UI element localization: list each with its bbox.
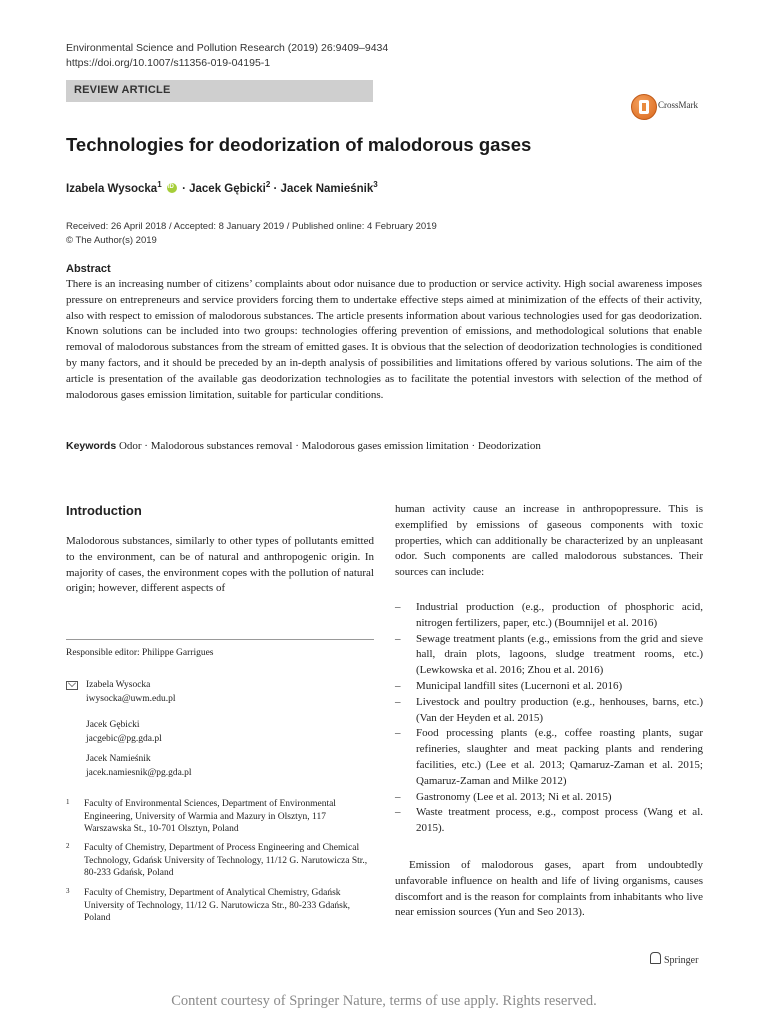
- author-affil-ref: 1: [157, 180, 162, 189]
- list-item: [395, 600, 703, 632]
- orcid-icon[interactable]: [167, 183, 177, 193]
- list-item-text: Gastronomy (Lee et al. 2013; Ni et al. 2015): [416, 790, 612, 803]
- list-item-text: Waste treatment process, e.g., compost process (Wang et al. 2015).: [416, 806, 703, 835]
- springer-horse-icon: [650, 952, 661, 964]
- list-item: [395, 790, 703, 806]
- affiliation-number: 3: [66, 887, 70, 895]
- author-name[interactable]: Izabela Wysocka: [66, 182, 158, 195]
- doi-link[interactable]: https://doi.org/10.1007/s11356-019-04195-1: [66, 57, 271, 69]
- author-affil-ref: 2: [265, 180, 271, 189]
- list-item-text: Sewage treatment plants (e.g., emissions from the grid and sieve hall, drain plots, lagoons, sludge treatment rooms, etc.) (Lewkowska et al. 2016; Zhou et al. 2016): [416, 632, 703, 677]
- list-dash: –: [395, 727, 401, 740]
- article-type-label: REVIEW ARTICLE: [74, 84, 171, 96]
- list-item: [395, 805, 703, 837]
- list-dash: –: [395, 806, 401, 819]
- contact-name: Izabela Wysocka: [86, 680, 151, 690]
- article-title: Technologies for deodorization of malodorous gases: [66, 134, 532, 155]
- contact-entry: [86, 679, 346, 706]
- author-separator: ·: [182, 182, 186, 195]
- contact-name: Jacek Namieśnik: [86, 754, 151, 764]
- introduction-paragraph-2: Emission of malodorous gases, apart from undoubtedly unfavorable influence on health and life of living organisms, causes discomfort and is the reason for complaints from inhabitants who live near emission sources (Yun and Seo 2013).: [395, 859, 703, 919]
- emission-sources-list: [395, 600, 703, 837]
- list-dash: –: [395, 601, 401, 613]
- footnote-divider: [66, 639, 374, 640]
- publisher-name: Springer: [664, 955, 699, 966]
- contact-entry: [86, 719, 346, 746]
- list-item: [395, 695, 703, 727]
- list-item: [395, 679, 703, 695]
- crossmark-label: CrossMark: [658, 100, 698, 110]
- publication-dates: Received: 26 April 2018 / Accepted: 8 January 2019 / Published online: 4 February 2019: [66, 221, 437, 232]
- list-dash: –: [395, 695, 401, 708]
- author-affil-ref: 3: [373, 180, 378, 189]
- list-item: [395, 632, 703, 679]
- author-name[interactable]: Jacek Namieśnik: [280, 182, 374, 195]
- author-separator: ·: [273, 182, 278, 195]
- footer-notice: Content courtesy of Springer Nature, terms of use apply. Rights reserved.: [171, 993, 597, 1009]
- list-item-text: Industrial production (e.g., production of phosphoric acid, nitrogen fertilizers, paper, etc.) (Boumnijel et al. 2016): [416, 601, 703, 629]
- contact-email[interactable]: iwysocka@uwm.edu.pl: [86, 693, 176, 704]
- crossmark-badge[interactable]: [631, 94, 703, 120]
- author-list: [66, 180, 378, 195]
- keywords-label: Keywords: [66, 440, 117, 452]
- affiliation-text: Faculty of Chemistry, Department of Process Engineering and Chemical Technology, Gdańsk University of Technology, 11/12 G. Narutowicza Str., 80-233 Gdańsk, Poland: [84, 843, 368, 878]
- contact-email[interactable]: jacgebic@pg.gda.pl: [86, 733, 162, 744]
- list-item-text: Livestock and poultry production (e.g., henhouses, barns, etc.) (Van der Heyden et al. 2015): [416, 695, 703, 724]
- article-type-banner: [66, 80, 373, 102]
- contact-email[interactable]: jacek.namiesnik@pg.gda.pl: [86, 767, 192, 778]
- keywords-text: Odor · Malodorous substances removal · Malodorous gases emission limitation · Deodorization: [118, 440, 541, 452]
- affiliation-number: 2: [66, 842, 70, 850]
- list-item-text: Municipal landfill sites (Lucernoni et al. 2016): [416, 679, 623, 692]
- list-dash: –: [395, 632, 401, 645]
- affiliation-number: 1: [66, 798, 70, 806]
- keywords-line: [66, 440, 541, 452]
- journal-citation: Environmental Science and Pollution Research (2019) 26:9409–9434: [66, 42, 389, 54]
- list-dash: –: [395, 679, 401, 692]
- publisher-logo: [650, 952, 698, 966]
- responsible-editor: Responsible editor: Philippe Garrigues: [66, 648, 214, 658]
- crossmark-icon: [631, 94, 657, 120]
- contact-name: Jacek Gębicki: [86, 720, 140, 730]
- author-name[interactable]: Jacek Gębicki: [189, 182, 266, 195]
- list-dash: –: [395, 790, 401, 803]
- introduction-heading: Introduction: [66, 503, 142, 518]
- copyright-notice: © The Author(s) 2019: [66, 235, 157, 246]
- affiliation-text: Faculty of Environmental Sciences, Department of Environmental Engineering, University of Warmia and Mazury in Olsztyn, 117 Warszawska St., 10-701 Olsztyn, Poland: [84, 799, 336, 834]
- introduction-paragraph-left: Malodorous substances, similarly to other types of pollutants emitted to the environment, can be of natural and anthropogenic origin. In majority of cases, the environment copes with the pollution of natural origin; however, different aspects of: [66, 535, 374, 595]
- affiliation-text: Faculty of Chemistry, Department of Analytical Chemistry, Gdańsk University of Technology, 11/12 G. Narutowicza Str., 80-233 Gdańsk, Poland: [84, 888, 350, 923]
- envelope-icon: [66, 681, 78, 690]
- contact-entry: [86, 753, 346, 780]
- abstract-text: There is an increasing number of citizens’ complaints about odor nuisance due to production or service activity. High social awareness imposes pressure on entrepreneurs and service providers forcing them to undertake effective steps aimed at minimization of the effects of their activity, also with respect to emission of malodorous substances. The article presents information about various technologies used for gas deodorization. Known solutions can be included into two groups: technologies offering prevention of emissions, and methodological solutions that enable removal of malodorous substances from the stream of emitted gases. It is obvious that the selection of deodorization technologies is conditioned by many factors, and it should be preceded by an in-depth analysis of possibilities and limitations offered by various solutions. The aim of the article is presentation of the available gas deodorization technologies as to facilitate the potential investors with selection of the method of malodorous gases emission limitation, suitable for particular conditions.: [66, 278, 702, 401]
- introduction-paragraph-right: human activity cause an increase in anthropopressure. This is exemplified by emissions of gaseous components with toxic properties, which can additionally be characterized by an unpleasant odor. Such components are called malodorous substances. Their sources can include:: [395, 503, 703, 579]
- list-item: [395, 726, 703, 789]
- list-item-text: Food processing plants (e.g., coffee roasting plants, sugar refineries, slaughter and meat packing plants and rendering facilities, etc.) (Lee et al. 2013; Qamaruz-Zaman et al. 2015; Qamaruz-Zaman and Milke 2012): [416, 727, 703, 787]
- abstract-heading: Abstract: [66, 263, 111, 275]
